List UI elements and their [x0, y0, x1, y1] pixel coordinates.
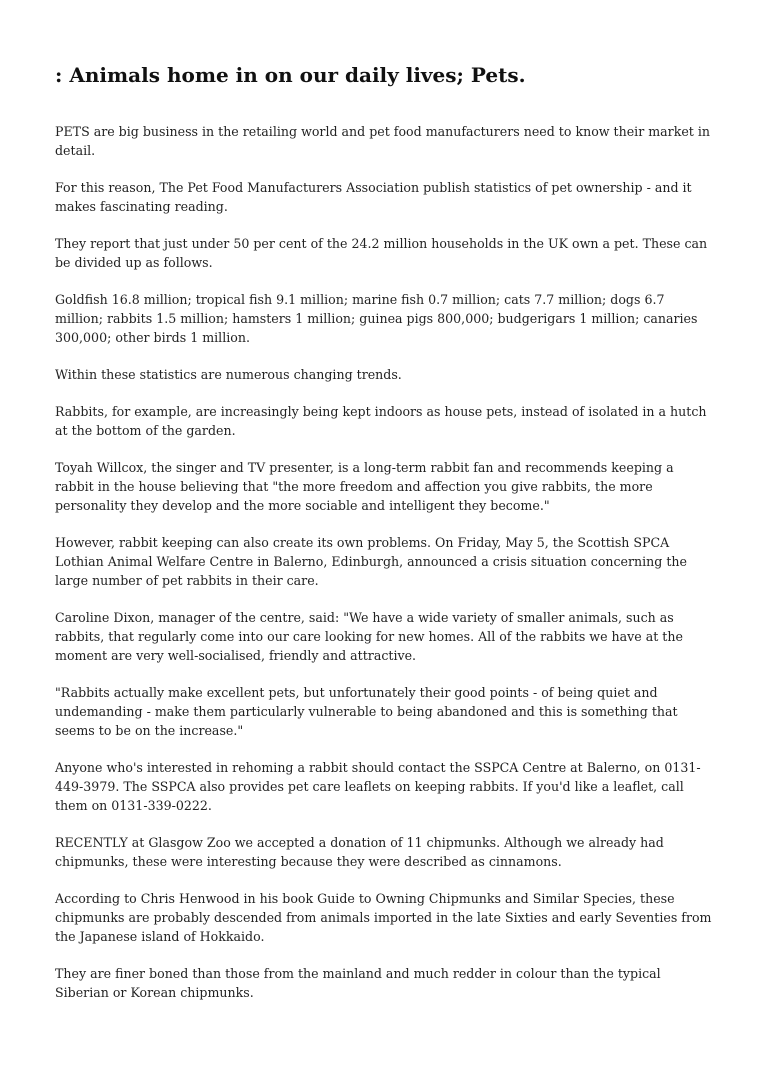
- article-paragraph: For this reason, The Pet Food Manufacturers Association publish statistics of pet ownership - and it makes fascinating reading.: [55, 180, 692, 214]
- article-paragraph: They report that just under 50 per cent of the 24.2 million households in the UK own a pet. These can be divided up as follows.: [55, 236, 708, 270]
- article-paragraph: However, rabbit keeping can also create its own problems. On Friday, May 5, the Scottish SPCA Lothian Animal Welfare Centre in Balerno, Edinburgh, announced a crisis situation concerning the large number of pet rabbits in their care.: [55, 535, 687, 588]
- article-title: : Animals home in on our daily lives; Pets.: [55, 63, 526, 87]
- article-paragraph: RECENTLY at Glasgow Zoo we accepted a donation of 11 chipmunks. Although we already had chipmunks, these were interesting because they were described as cinnamons.: [55, 835, 664, 869]
- article-paragraph: PETS are big business in the retailing world and pet food manufacturers need to know their market in detail.: [55, 124, 710, 158]
- article-paragraph: Within these statistics are numerous changing trends.: [55, 367, 402, 382]
- article-paragraph: Toyah Willcox, the singer and TV presenter, is a long-term rabbit fan and recommends keeping a rabbit in the house believing that "the more freedom and affection you give rabbits, the more personality they develop and the more sociable and intelligent they become.": [55, 460, 674, 513]
- document-page: [55, 62, 715, 1020]
- article-paragraph: Goldfish 16.8 million; tropical fish 9.1 million; marine fish 0.7 million; cats 7.7 million; dogs 6.7 million; rabbits 1.5 million; hamsters 1 million; guinea pigs 800,000; budgerigars 1 million; canaries 300,000; other birds 1 million.: [55, 292, 698, 345]
- article-paragraph: Caroline Dixon, manager of the centre, said: "We have a wide variety of smaller animals, such as rabbits, that regularly come into our care looking for new homes. All of the rabbits we have at the moment are very well-socialised, friendly and attractive.: [55, 610, 683, 663]
- article-paragraph: According to Chris Henwood in his book Guide to Owning Chipmunks and Similar Species, these chipmunks are probably descended from animals imported in the late Sixties and early Seventies from the Japanese island of Hokkaido.: [55, 891, 712, 944]
- article-paragraph: "Rabbits actually make excellent pets, but unfortunately their good points - of being quiet and undemanding - make them particularly vulnerable to being abandoned and this is something that seems to be on the increase.": [55, 685, 678, 738]
- article-paragraph: Rabbits, for example, are increasingly being kept indoors as house pets, instead of isolated in a hutch at the bottom of the garden.: [55, 404, 707, 438]
- article-paragraph: They are finer boned than those from the mainland and much redder in colour than the typical Siberian or Korean chipmunks.: [55, 966, 661, 1000]
- article-paragraph: Anyone who's interested in rehoming a rabbit should contact the SSPCA Centre at Balerno, on 0131-449-3979. The SSPCA also provides pet care leaflets on keeping rabbits. If you'd like a leaflet, call them on 0131-339-0222.: [55, 760, 701, 813]
